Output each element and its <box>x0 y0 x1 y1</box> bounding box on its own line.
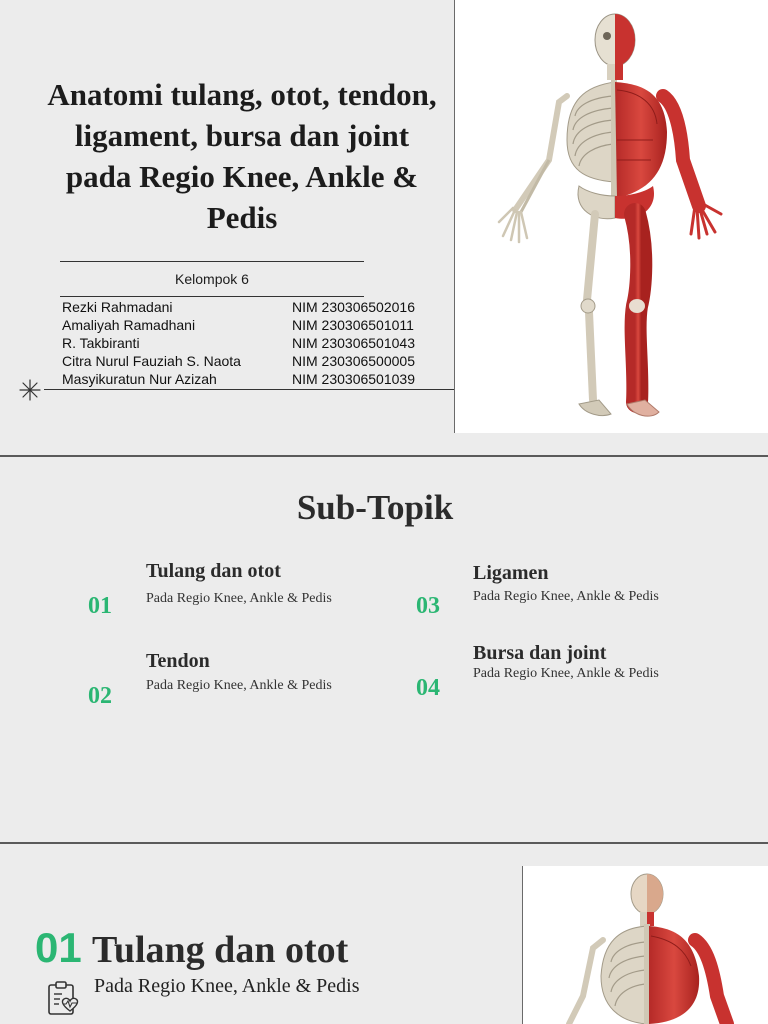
topic-number: 03 <box>416 593 440 619</box>
skeleton-muscle-illustration <box>455 0 768 433</box>
member-name: Masyikuratun Nur Azizah <box>62 371 217 387</box>
topic-title: Bursa dan joint <box>473 642 607 664</box>
member-nim: NIM 230306501011 <box>292 317 414 333</box>
topic-title: Ligamen <box>473 562 549 584</box>
member-row <box>62 352 442 370</box>
sparkle-icon <box>18 378 42 402</box>
member-name: Amaliyah Ramadhani <box>62 317 196 333</box>
topic-item-4 <box>416 642 716 712</box>
title-divider <box>60 261 364 262</box>
subtopic-slide <box>0 457 768 842</box>
topic-subtitle: Pada Regio Knee, Ankle & Pedis <box>473 666 659 681</box>
section-title: Tulang dan otot <box>92 929 349 971</box>
member-list <box>62 298 442 388</box>
subtopic-heading: Sub-Topik <box>296 488 454 527</box>
topic-item-1 <box>88 560 388 630</box>
section-number: 01 <box>35 924 82 971</box>
member-row <box>62 316 442 334</box>
member-row <box>62 334 442 352</box>
title-slide <box>0 0 768 455</box>
member-nim: NIM 230306501039 <box>292 371 415 387</box>
footer-divider <box>44 389 454 390</box>
group-divider <box>60 296 364 297</box>
topic-title: Tendon <box>146 650 210 672</box>
topic-subtitle: Pada Regio Knee, Ankle & Pedis <box>473 589 659 604</box>
topic-subtitle: Pada Regio Knee, Ankle & Pedis <box>146 678 332 693</box>
topic-subtitle: Pada Regio Knee, Ankle & Pedis <box>146 591 332 606</box>
member-row <box>62 370 442 388</box>
topic-number: 02 <box>88 683 112 709</box>
presentation-title: Anatomi tulang, otot, tendon, ligament, bursa dan joint pada Regio Knee, Ankle & Pedis <box>47 77 437 235</box>
topic-title: Tulang dan otot <box>146 560 281 582</box>
member-name: Citra Nurul Fauziah S. Naota <box>62 353 241 369</box>
topic-item-3 <box>416 562 716 632</box>
section-slide <box>0 844 768 1024</box>
group-label: Kelompok 6 <box>175 271 249 287</box>
section-subtitle: Pada Regio Knee, Ankle & Pedis <box>94 975 360 997</box>
member-name: R. Takbiranti <box>62 335 140 351</box>
topic-number: 01 <box>88 593 112 619</box>
member-nim: NIM 230306500005 <box>292 353 415 369</box>
member-nim: NIM 230306501043 <box>292 335 415 351</box>
anatomy-figure-front <box>455 0 768 433</box>
member-row <box>62 298 442 316</box>
topic-item-2 <box>88 650 388 720</box>
member-name: Rezki Rahmadani <box>62 299 173 315</box>
member-nim: NIM 230306502016 <box>292 299 415 315</box>
skeleton-muscle-illustration <box>523 866 768 1024</box>
clipboard-heart-icon <box>46 980 80 1016</box>
anatomy-figure-back <box>523 866 768 1024</box>
topic-number: 04 <box>416 675 440 701</box>
